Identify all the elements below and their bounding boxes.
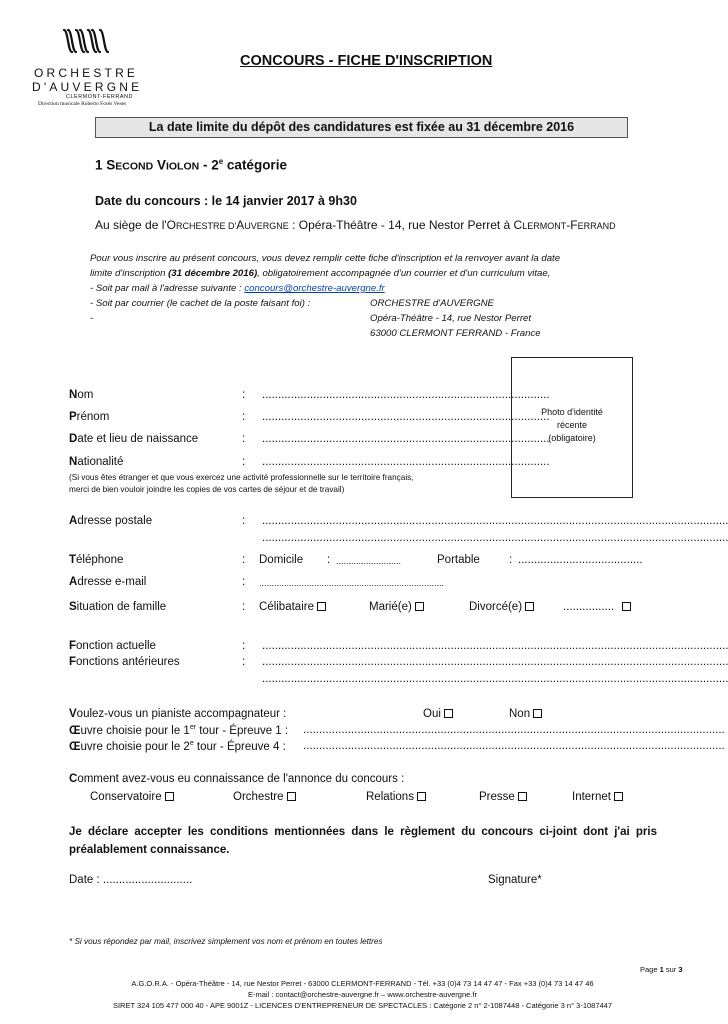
checkbox-icon[interactable]: [317, 602, 326, 611]
field-label-situation: Situation de famille: [69, 601, 167, 613]
contest-date: Date du concours : le 14 janvier 2017 à 9h30: [95, 194, 357, 208]
nationalite-input-line[interactable]: ..........................................................................................: [262, 456, 550, 468]
colon: :: [242, 656, 246, 668]
fonctions-anterieures-input-line-1[interactable]: ..................................................................................................................................................: [262, 656, 728, 668]
option-other[interactable]: ................: [563, 601, 631, 613]
source-question: Comment avez-vous eu connaissance de l'annonce du concours :: [69, 773, 405, 785]
field-label-adresse: Adresse postale: [69, 515, 153, 527]
option-orchestre[interactable]: Orchestre: [233, 791, 296, 803]
colon: :: [327, 554, 331, 566]
work1-input-line[interactable]: ....................................................................................................................................: [303, 724, 725, 736]
pianist-question: Voulez-vous un pianiste accompagnateur :: [69, 708, 287, 720]
portable-input-line[interactable]: .......................................: [518, 554, 643, 566]
page-title: CONCOURS - FICHE D'INSCRIPTION: [240, 53, 493, 69]
colon: :: [242, 433, 246, 445]
fonctions-anterieures-input-line-2[interactable]: ..................................................................................................................................................: [262, 673, 728, 685]
email-input-line[interactable]: ..........................................................................: [259, 578, 445, 588]
field-label-nom: Nom: [69, 389, 94, 401]
declaration-text: Je déclare accepter les conditions mentionnées dans le règlement du concours ci-joint dont j'ai pris préalablement connaissance.: [69, 826, 657, 856]
option-presse[interactable]: Presse: [479, 791, 527, 803]
colon: :: [242, 576, 246, 588]
option-relations[interactable]: Relations: [366, 791, 426, 803]
deadline-banner: La date limite du dépôt des candidatures est fixée au 31 décembre 2016: [95, 117, 628, 138]
checkbox-icon[interactable]: [417, 792, 426, 801]
footer-line-1: A.G.O.R.A. - Opéra-Théâtre - 14, rue Nestor Perret - 63000 CLERMONT-FERRAND - Tél. +33 (0)4 73 14 47 47 - Fax +33 (0)4 73 14 47 46: [131, 979, 594, 988]
logo-text-orchestre: ORCHESTRE: [34, 66, 139, 80]
colon: :: [242, 456, 246, 468]
checkbox-icon[interactable]: [287, 792, 296, 801]
field-label-telephone: Téléphone: [69, 554, 124, 566]
checkbox-icon[interactable]: [444, 709, 453, 718]
contest-email-link[interactable]: concours@orchestre-auvergne.fr: [244, 283, 385, 294]
option-celibataire[interactable]: Célibataire: [259, 601, 326, 613]
option-oui[interactable]: Oui: [423, 708, 453, 720]
colon: :: [509, 554, 513, 566]
option-conservatoire[interactable]: Conservatoire: [90, 791, 174, 803]
logo-text-city: CLERMONT-FERRAND: [66, 94, 133, 100]
work2-label: Œuvre choisie pour le 2e tour - Épreuve 4 :: [69, 740, 286, 753]
naissance-input-line[interactable]: ..........................................................................................: [262, 433, 550, 445]
logo-text-direction: Direction musicale Roberto Forés Veses: [38, 101, 127, 107]
fonction-input-line[interactable]: ..................................................................................................................................................: [262, 640, 728, 652]
option-non[interactable]: Non: [509, 708, 542, 720]
colon: :: [242, 554, 246, 566]
field-label-email: Adresse e-mail: [69, 576, 147, 588]
page-number: Page 1 sur 3: [640, 965, 683, 974]
section-heading: 1 SECOND VIOLON - 2e catégorie: [95, 157, 287, 173]
option-divorce[interactable]: Divorcé(e): [469, 601, 534, 613]
option-internet[interactable]: Internet: [572, 791, 623, 803]
field-label-fonction: Fonction actuelle: [69, 640, 156, 652]
instructions-paragraph: Pour vous inscrire au présent concours, vous devez remplir cette fiche d'inscription et la renvoyer avant la date limite d'inscription (31 décembre 2016), obligatoirement accompagnée d'un courrier et d'un curriculum vitae, - Soit par mail à l'adresse suivante : concours@orchestre-auvergne.fr - Soit par courrier (le cachet de la poste faisant foi) : -: [90, 253, 561, 324]
adresse-input-line-2[interactable]: ..................................................................................................................................................: [262, 532, 728, 544]
orchestra-logo-icon: [62, 26, 112, 56]
colon: :: [242, 389, 246, 401]
adresse-input-line-1[interactable]: ..................................................................................................................................................: [262, 515, 728, 527]
colon: :: [242, 601, 246, 613]
footer-line-2: E-mail : contact@orchestre-auvergne.fr – www.orchestre-auvergne.fr: [248, 990, 477, 999]
checkbox-icon[interactable]: [533, 709, 542, 718]
colon: :: [242, 411, 246, 423]
option-marie[interactable]: Marié(e): [369, 601, 424, 613]
prenom-input-line[interactable]: ..........................................................................................: [262, 411, 550, 423]
checkbox-icon[interactable]: [525, 602, 534, 611]
foreigner-note: (Si vous êtes étranger et que vous exercez une activité professionnelle sur le territoire français, merci de bien vouloir joindre les copies de vos cartes de séjour et de travail): [69, 473, 414, 494]
checkbox-icon[interactable]: [518, 792, 527, 801]
colon: :: [242, 640, 246, 652]
logo-text-auvergne: D'AUVERGNE: [32, 80, 143, 94]
checkbox-icon[interactable]: [415, 602, 424, 611]
work1-label: Œuvre choisie pour le 1er tour - Épreuve 1 :: [69, 724, 289, 737]
field-label-naissance: Date et lieu de naissance: [69, 433, 199, 445]
work2-input-line[interactable]: ....................................................................................................................................: [303, 740, 725, 752]
field-label-nationalite: Nationalité: [69, 456, 124, 468]
date-field[interactable]: Date : ............................: [69, 874, 193, 886]
field-label-prenom: Prénom: [69, 411, 110, 423]
field-label-fonctions-anterieures: Fonctions antérieures: [69, 656, 180, 668]
contest-venue: Au siège de l'ORCHESTRE D'AUVERGNE : Opéra-Théâtre - 14, rue Nestor Perret à CLERMONT-FERRAND: [95, 218, 616, 232]
checkbox-icon[interactable]: [622, 602, 631, 611]
footnote: * Si vous répondez par mail, inscrivez simplement vos nom et prénom en toutes lettres: [69, 937, 383, 946]
signature-field[interactable]: Signature*: [488, 874, 542, 886]
photo-placeholder: Photo d'identité récente (obligatoire): [511, 357, 633, 498]
checkbox-icon[interactable]: [614, 792, 623, 801]
colon: :: [242, 515, 246, 527]
portable-label: Portable: [437, 554, 480, 566]
checkbox-icon[interactable]: [165, 792, 174, 801]
domicile-input-line[interactable]: ..........................: [336, 556, 402, 566]
domicile-label: Domicile: [259, 554, 304, 566]
postal-address-block: ORCHESTRE d'AUVERGNE Opéra-Théâtre - 14, rue Nestor Perret 63000 CLERMONT FERRAND - France: [370, 298, 541, 339]
footer-line-3: SIRET 324 105 477 000 40 - APE 9001Z - LICENCES D'ENTREPRENEUR DE SPECTACLES : Catégorie 2 n° 2-1087448 - Catégorie 3 n° 3-1087447: [112, 1001, 613, 1010]
nom-input-line[interactable]: ..........................................................................................: [262, 389, 550, 401]
